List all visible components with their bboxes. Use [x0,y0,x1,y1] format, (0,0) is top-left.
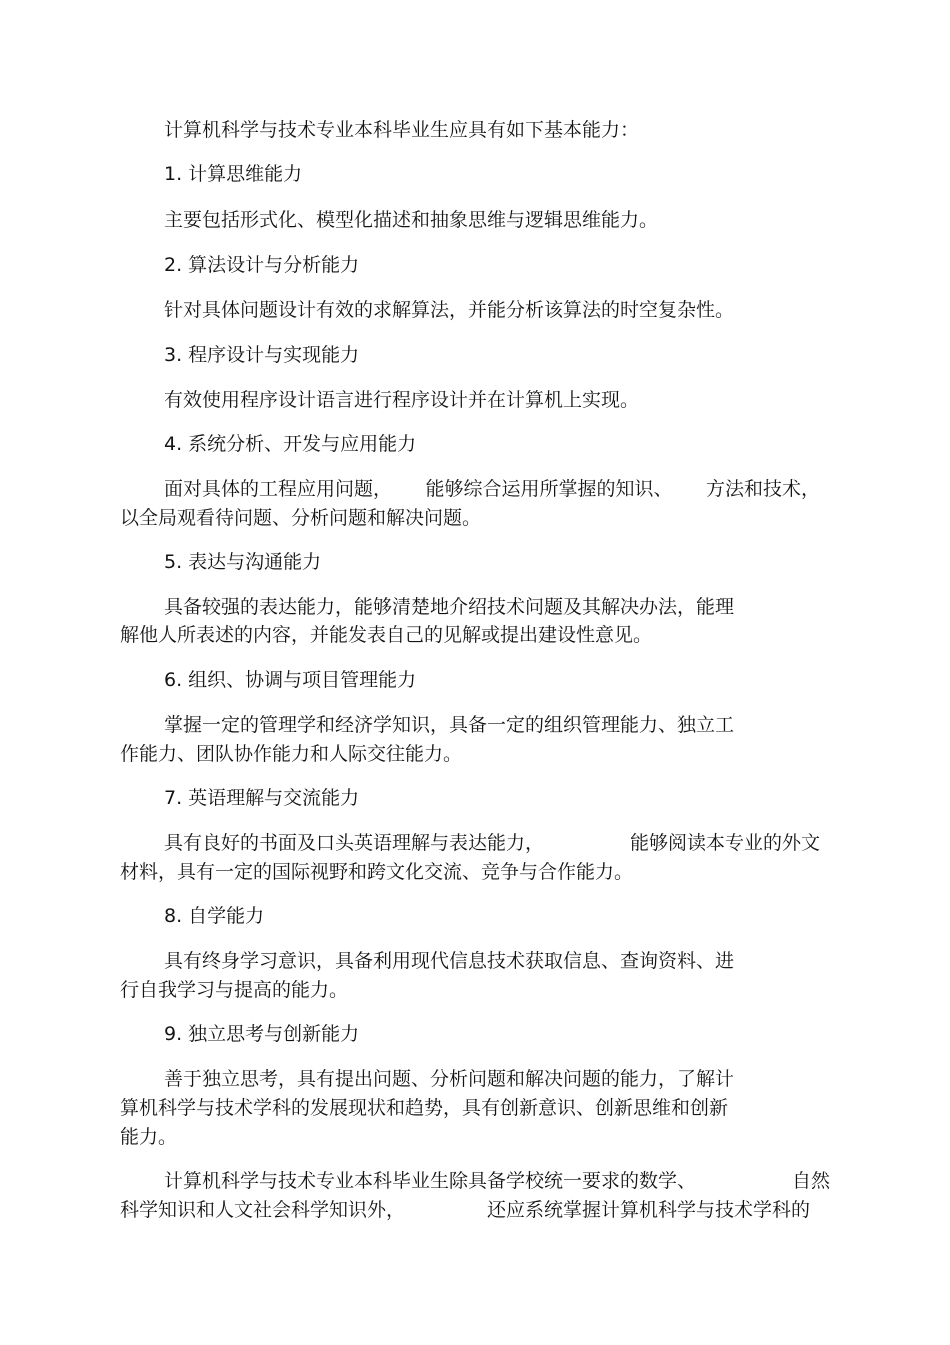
section-text-4-line-1 [164,474,820,504]
section-text-7-line-2: 材料，具有一定的国际视野和跨文化交流、竞争与合作能力。 [120,861,634,883]
text-segment: 计算机科学与技术专业本科毕业生除具备学校统一要求的数学、 [164,1170,697,1192]
section-heading-2: 2. 算法设计与分析能力 [164,254,360,276]
section-heading-8: 8. 自学能力 [164,905,265,927]
section-heading-5: 5. 表达与沟通能力 [164,551,322,573]
text-segment: 还应系统掌握计算机科学与技术学科的 [486,1199,810,1221]
section-text-8-line-1: 具有终身学习意识，具备利用现代信息技术获取信息、查询资料、进 [164,950,735,972]
text-segment: 具有良好的书面及口头英语理解与表达能力， [164,832,545,854]
section-text-2: 针对具体问题设计有效的求解算法，并能分析该算法的时空复杂性。 [164,299,735,321]
section-text-9-line-1: 善于独立思考，具有提出问题、分析问题和解决问题的能力，了解计 [164,1068,735,1090]
section-text-8-line-2: 行自我学习与提高的能力。 [120,979,349,1001]
section-text-5-line-1: 具备较强的表达能力，能够清楚地介绍技术问题及其解决办法，能理 [164,596,735,618]
section-heading-6: 6. 组织、协调与项目管理能力 [164,669,417,691]
section-text-6-line-1: 掌握一定的管理学和经济学知识，具备一定的组织管理能力、独立工 [164,714,735,736]
section-heading-3: 3. 程序设计与实现能力 [164,344,360,366]
intro-paragraph: 计算机科学与技术专业本科毕业生应具有如下基本能力： [164,119,640,141]
section-text-7-line-1 [164,828,820,858]
section-heading-9: 9. 独立思考与创新能力 [164,1023,360,1045]
section-text-4-line-2: 以全局观看待问题、分析问题和解决问题。 [120,507,482,529]
closing-paragraph-line-2 [120,1195,810,1225]
text-segment: 面对具体的工程应用问题， [164,478,393,500]
text-segment: 能够综合运用所掌握的知识、 [425,478,673,500]
section-text-1: 主要包括形式化、模型化描述和抽象思维与逻辑思维能力。 [164,209,659,231]
section-heading-7: 7. 英语理解与交流能力 [164,787,360,809]
section-text-3: 有效使用程序设计语言进行程序设计并在计算机上实现。 [164,389,640,411]
section-text-5-line-2: 解他人所表述的内容，并能发表自己的见解或提出建设性意见。 [120,624,653,646]
text-segment: 方法和技术， [705,478,820,500]
section-text-9-line-3: 能力。 [120,1126,178,1148]
section-heading-1: 1. 计算思维能力 [164,163,303,185]
text-segment: 科学知识和人文社会科学知识外， [120,1199,406,1221]
text-segment: 能够阅读本专业的外文 [629,832,820,854]
section-text-9-line-2: 算机科学与技术学科的发展现状和趋势，具有创新意识、创新思维和创新 [120,1097,729,1119]
section-text-6-line-2: 作能力、团队协作能力和人际交往能力。 [120,743,463,765]
closing-paragraph-line-1 [164,1166,830,1196]
text-segment: 自然 [791,1170,830,1192]
section-heading-4: 4. 系统分析、开发与应用能力 [164,433,417,455]
